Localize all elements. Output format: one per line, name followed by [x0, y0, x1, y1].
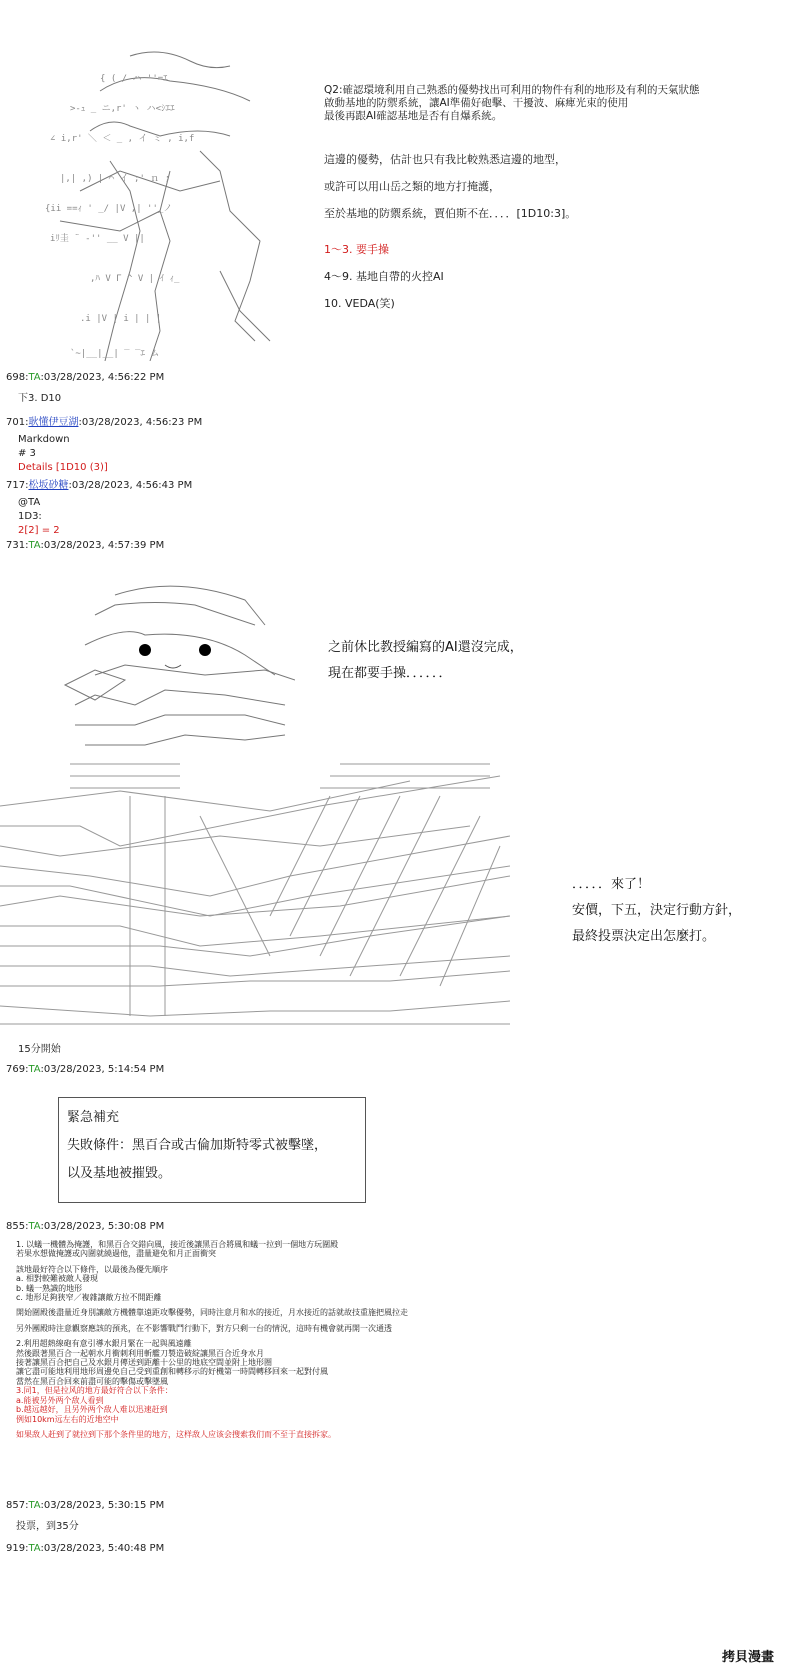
post-body: 下3. D10	[18, 393, 62, 404]
ascii-art-battle	[0, 756, 510, 1032]
post-author[interactable]: 松坂砂糖	[28, 480, 69, 491]
svg-text:{ ( / ハ ''=ｴ: { ( / ハ ''=ｴ	[100, 74, 168, 84]
plan-line: b.越远越好，且另外两个敌人难以迅速赶到	[16, 1405, 168, 1415]
plan-line: 該地最好符合以下條件，以最後為優先順序	[16, 1264, 168, 1274]
svg-text:`~|__|__| ‾ ‾ｴ ム: `~|__|__| ‾ ‾ｴ ム	[70, 349, 160, 359]
watermark: 拷貝漫畫	[722, 1650, 775, 1665]
plan-text	[16, 1240, 496, 1386]
emergency-notice	[58, 1097, 366, 1203]
post-timestamp: :03/28/2023, 4:56:22 PM	[40, 372, 165, 383]
post-author[interactable]: TA	[28, 540, 41, 551]
post-author[interactable]: TA	[28, 1221, 41, 1232]
scene1-options	[324, 236, 444, 317]
post-timestamp: :03/28/2023, 5:14:54 PM	[40, 1064, 165, 1075]
plan-line: c. 地形足夠狹窄／複雜讓敵方拉不開距離	[16, 1293, 162, 1303]
post-id: 855	[6, 1221, 26, 1232]
scene1-question	[324, 84, 744, 123]
svg-text:,ﾊ V Γ ^ V | ｲ ｨ_: ,ﾊ V Γ ^ V | ｲ ｨ_	[90, 274, 180, 284]
scene1-line: 最後再跟AI確認基地是否有自爆系統。	[324, 110, 503, 122]
narration-line: 或許可以用山岳之類的地方打掩護，	[324, 180, 500, 193]
plan-line: 例如10km远左右的近地空中	[16, 1414, 119, 1424]
option-firecontrol-ai: 4～9. 基地自帶的火控AI	[324, 270, 444, 283]
post-id: 919	[6, 1543, 26, 1554]
post-855-body	[16, 1240, 496, 1439]
scene3-footer: 15分開始	[18, 1044, 61, 1055]
post-header: 855:TA:03/28/2023, 5:30:08 PM	[6, 1221, 165, 1232]
svg-text:{ii ==ｨ ' _/ |V ,| ''_ノ: {ii ==ｨ ' _/ |V ,| ''_ノ	[45, 204, 173, 214]
post-header: 919:TA:03/28/2023, 5:40:48 PM	[6, 1543, 165, 1554]
plan-line: 另外團殿時注意觀察應該的預兆，在不影響戰鬥行動下，對方只剩一台的情況，這時有機會就再開一次通透	[16, 1323, 392, 1333]
svg-text:.i |V | i | | |: .i |V | i | | |	[80, 314, 162, 324]
post-id: 769	[6, 1064, 26, 1075]
post-body: Markdown # 3 Details [1D10 (3)]	[18, 434, 108, 473]
plan-text-red	[16, 1386, 496, 1439]
post-timestamp: :03/28/2023, 4:56:43 PM	[68, 480, 193, 491]
plan-line: 當然在黑百合回來前盡可能的擊傷或擊墜風	[16, 1376, 168, 1386]
plan-line: 讓它盡可能地利用地形周邊免自己受到重創和轉移示的好機第一時間轉移回來一起對付風	[16, 1367, 328, 1377]
post-timestamp: :03/28/2023, 5:30:08 PM	[40, 1221, 165, 1232]
post-header: 857:TA:03/28/2023, 5:30:15 PM	[6, 1500, 165, 1511]
option-veda: 10. VEDA(笑)	[324, 297, 395, 310]
plan-line: 若果水想做掩護或內圍就繞過他，盡量避免和月正面衝突	[16, 1249, 216, 1259]
svg-text:iﾘ圭 ¨ -'' __ V ||: iﾘ圭 ¨ -'' __ V ||	[50, 234, 145, 244]
plan-line: 開始圍殿後盡量近身別讓敵方機體靠遠距攻擊優勢，同時注意月和水的接近，月水接近的話就故技重施把風拉走	[16, 1308, 408, 1318]
post-id: 717	[6, 480, 26, 491]
post-header: 769:TA:03/28/2023, 5:14:54 PM	[6, 1064, 165, 1075]
ascii-art-face	[55, 575, 295, 750]
narration-line: 這邊的優勢，估計也只有我比較熟悉這邊的地型，	[324, 153, 566, 166]
post-body: @TA 1D3: 2[2] = 2	[18, 497, 60, 536]
plan-line: 接著讓黑百合把自己及水銀月傳送到距離十公里的地底空間並附上地形圈	[16, 1358, 272, 1368]
post-id: 731	[6, 540, 26, 551]
post-id: 701	[6, 417, 26, 428]
ascii-art-character	[40, 30, 300, 359]
plan-line: 3.同1，但是拉风的地方最好符合以下条件：	[16, 1386, 173, 1396]
post-header: 731:TA:03/28/2023, 4:57:39 PM	[6, 540, 165, 551]
post-author[interactable]: TA	[28, 1064, 41, 1075]
scene1-line: Q2:確認環境利用自己熟悉的優勢找出可利用的物件有利的地形及有利的天氣狀態	[324, 84, 700, 96]
battle-figure	[0, 756, 510, 1032]
notice-title: 緊急補充	[67, 1110, 120, 1125]
dice-result: Details [1D10 (3)]	[18, 462, 108, 473]
plan-line: 2.利用超熱線砲有意引導水銀月緊在一起與風遠離	[16, 1339, 192, 1349]
svg-text:|,| ,) | ⌒ イ ;' ｎ ;: |,| ,) | ⌒ イ ;' ｎ ;	[60, 174, 171, 184]
plan-line: 如果敌人赶到了就拉到下那个条件里的地方，这样敌人应该会搜索我们而不至于直接拆家。	[16, 1429, 336, 1439]
plan-line: 1. 以蟻一機體為掩護，和黑百合交錯向風，接近後讓黑百合將風和蟻一拉到一個地方玩圍殿	[16, 1240, 339, 1249]
plan-line: a.能被另外两个敌人看到	[16, 1395, 104, 1405]
scene1-narration	[324, 146, 576, 227]
post-timestamp: :03/28/2023, 4:56:23 PM	[78, 417, 203, 428]
narration-line: 至於基地的防禦系統，賈伯斯不在．．．．[1D10:3]。	[324, 207, 577, 220]
post-timestamp: :03/28/2023, 5:30:15 PM	[40, 1500, 165, 1511]
notice-line: 以及基地被摧毀。	[67, 1166, 172, 1181]
post-id: 698	[6, 372, 26, 383]
face-figure	[55, 575, 295, 750]
ascii-art-figure	[40, 41, 290, 361]
post-author[interactable]: 耿懂伊豆湖	[28, 417, 79, 428]
post-header: 701:耿懂伊豆湖:03/28/2023, 4:56:23 PM	[6, 417, 203, 428]
plan-line: b. 蟻一熟識的地形	[16, 1283, 83, 1293]
scene3-dialog: ．．．．．來了！ 安價，下五，決定行動方針， 最終投票決定出怎麼打。	[572, 877, 742, 944]
post-id: 857	[6, 1500, 26, 1511]
post-author[interactable]: TA	[28, 1543, 41, 1554]
svg-text:∠ i,r' ＼ ＜ _ , イ ミ , i,f: ∠ i,r' ＼ ＜ _ , イ ミ , i,f	[50, 134, 195, 144]
scene1-line: 啟動基地的防禦系統，讓AI準備好砲擊、干擾波、麻痺光束的使用	[324, 97, 629, 109]
dice-result: 2[2] = 2	[18, 525, 60, 536]
option-manual: 1～3. 要手操	[324, 243, 389, 256]
notice-line: 失敗條件：黑百合或古倫加斯特零式被擊墜，	[67, 1138, 328, 1153]
post-body: 投票，到35分	[16, 1521, 79, 1532]
right-eye	[199, 644, 211, 656]
post-header: 698:TA:03/28/2023, 4:56:22 PM	[6, 372, 165, 383]
post-header: 717:松坂砂糖:03/28/2023, 4:56:43 PM	[6, 480, 193, 491]
post-author[interactable]: TA	[28, 1500, 41, 1511]
left-eye	[139, 644, 151, 656]
plan-line: 然後跟著黑百合一起朝水月衝刺利用斬艦刀製造破綻讓黑百合近身水月	[16, 1348, 264, 1358]
scene2-dialog: 之前休比教授編寫的AI還沒完成， 現在都要手操．．．．．．	[328, 640, 523, 681]
svg-text:>-ｭ _ ニ,r' ヽ ハ<ｼｴｴ: >-ｭ _ ニ,r' ヽ ハ<ｼｴｴ	[70, 104, 175, 114]
post-timestamp: :03/28/2023, 5:40:48 PM	[40, 1543, 165, 1554]
post-author[interactable]: TA	[28, 372, 41, 383]
post-timestamp: :03/28/2023, 4:57:39 PM	[40, 540, 165, 551]
plan-line: a. 相對較難被敵人發現	[16, 1274, 98, 1284]
